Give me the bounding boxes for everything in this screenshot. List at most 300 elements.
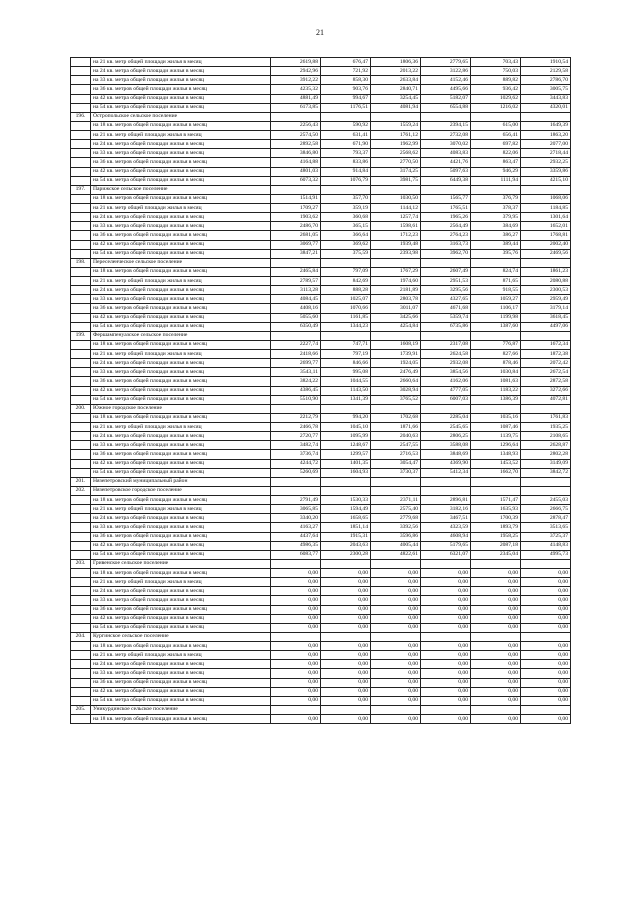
value-cell: 0,00: [471, 651, 521, 660]
value-cell: 3482,74: [271, 441, 321, 450]
value-cell: 0,00: [421, 587, 471, 596]
value-cell: 0,00: [521, 669, 571, 678]
value-cell: 4215,10: [521, 176, 571, 185]
row-label: на 42 кв. метра общей площади жилья в месяц: [91, 459, 271, 468]
table-row: [71, 350, 571, 359]
value-cell: 1915,31: [321, 532, 371, 541]
value-cell: 6449,38: [421, 176, 471, 185]
value-cell: 0,00: [371, 614, 421, 623]
row-label: на 36 кв. метров общей площади жилья в месяц: [91, 158, 271, 167]
row-number: [71, 395, 91, 404]
value-cell: [371, 404, 421, 413]
row-label: на 18 кв. метров общей площади жилья в месяц: [91, 642, 271, 651]
table-row: [71, 669, 571, 678]
table-row: [71, 277, 571, 286]
value-cell: 4671,68: [421, 304, 471, 313]
value-cell: 6350,49: [271, 322, 321, 331]
row-number: [71, 140, 91, 149]
value-cell: 0,00: [471, 623, 521, 632]
value-cell: 3854,56: [421, 368, 471, 377]
value-cell: 1111,94: [471, 176, 521, 185]
value-cell: [271, 559, 321, 568]
value-cell: 2732,08: [421, 131, 471, 140]
value-cell: 6735,86: [421, 322, 471, 331]
row-number: [71, 231, 91, 240]
section-row: [71, 705, 571, 714]
value-cell: 2872,58: [521, 377, 571, 386]
value-cell: 5510,90: [271, 395, 321, 404]
tariff-table: [70, 57, 571, 724]
row-number: [71, 67, 91, 76]
value-cell: 4162,06: [421, 377, 471, 386]
section-title: Переселенческое сельское поселение: [91, 258, 271, 267]
value-cell: 1559,24: [371, 121, 421, 130]
value-cell: 1702,68: [371, 413, 421, 422]
value-cell: 0,00: [471, 614, 521, 623]
value-cell: [271, 632, 321, 641]
value-cell: 1216,02: [471, 103, 521, 112]
value-cell: 2300,53: [521, 286, 571, 295]
row-number: [71, 441, 91, 450]
section-title: Уникурдинское сельское поселение: [91, 705, 271, 714]
value-cell: 4421,76: [421, 158, 471, 167]
row-label: на 33 кв. метра общей площади жилья в месяц: [91, 441, 271, 450]
row-label: на 18 кв. метров общей площади жилья в месяц: [91, 496, 271, 505]
value-cell: 2575,40: [371, 505, 421, 514]
value-cell: 1903,62: [271, 213, 321, 222]
row-label: на 36 кв. метров общей площади жилья в месяц: [91, 678, 271, 687]
value-cell: 0,00: [371, 596, 421, 605]
row-label: на 24 кв. метра общей площади жилья в месяц: [91, 213, 271, 222]
value-cell: 4408,16: [271, 304, 321, 313]
value-cell: 3596,86: [371, 532, 421, 541]
table-row: [71, 213, 571, 222]
value-cell: 994,20: [321, 413, 371, 422]
value-cell: [471, 185, 521, 194]
value-cell: 5182,07: [421, 94, 471, 103]
value-cell: 376,79: [471, 194, 521, 203]
value-cell: 1401,35: [321, 459, 371, 468]
value-cell: [521, 112, 571, 121]
value-cell: 4386,45: [271, 386, 321, 395]
value-cell: [521, 559, 571, 568]
value-cell: [521, 331, 571, 340]
value-cell: 1935,25: [521, 423, 571, 432]
value-cell: 1806,36: [371, 58, 421, 67]
value-cell: 5097,63: [421, 167, 471, 176]
value-cell: 1301,64: [521, 213, 571, 222]
value-cell: 2013,22: [371, 67, 421, 76]
table-row: [71, 94, 571, 103]
value-cell: 2672,54: [521, 368, 571, 377]
value-cell: 4163,27: [271, 523, 321, 532]
value-cell: 0,00: [271, 660, 321, 669]
value-cell: [321, 486, 371, 495]
value-cell: 1184,85: [521, 204, 571, 213]
row-number: 203.: [71, 559, 91, 568]
value-cell: 3981,75: [371, 176, 421, 185]
value-cell: 0,00: [321, 614, 371, 623]
value-cell: [471, 705, 521, 714]
value-cell: 0,00: [371, 569, 421, 578]
table-row: [71, 158, 571, 167]
table-row: [71, 386, 571, 395]
value-cell: 0,00: [421, 678, 471, 687]
row-label: на 33 кв. метра общей площади жилья в месяц: [91, 596, 271, 605]
row-number: 197.: [71, 185, 91, 194]
value-cell: 946,29: [471, 167, 521, 176]
value-cell: 0,00: [471, 696, 521, 705]
value-cell: 1965,26: [421, 213, 471, 222]
row-label: на 42 кв. метра общей площади жилья в месяц: [91, 386, 271, 395]
row-label: на 54 кв. метра общей площади жилья в месяц: [91, 623, 271, 632]
value-cell: 1861,23: [521, 267, 571, 276]
row-number: [71, 176, 91, 185]
value-cell: 0,00: [521, 569, 571, 578]
value-cell: [321, 404, 371, 413]
value-cell: 3730,37: [371, 468, 421, 477]
value-cell: 0,00: [371, 651, 421, 660]
row-label: на 36 кв. метров общей площади жилья в месяц: [91, 450, 271, 459]
section-row: [71, 404, 571, 413]
value-cell: 0,00: [321, 669, 371, 678]
row-number: [71, 660, 91, 669]
row-label: на 36 кв. метров общей площади жилья в месяц: [91, 231, 271, 240]
value-cell: 0,00: [421, 605, 471, 614]
value-cell: [321, 112, 371, 121]
value-cell: [271, 112, 321, 121]
table-row: [71, 642, 571, 651]
value-cell: 0,00: [271, 669, 321, 678]
row-label: на 36 кв. метров общей площади жилья в месяц: [91, 605, 271, 614]
value-cell: 703,43: [471, 58, 521, 67]
value-cell: 671,90: [321, 140, 371, 149]
section-row: [71, 632, 571, 641]
section-row: [71, 185, 571, 194]
value-cell: [321, 185, 371, 194]
row-number: [71, 532, 91, 541]
value-cell: 2002,40: [521, 240, 571, 249]
value-cell: 0,00: [271, 623, 321, 632]
value-cell: [371, 477, 421, 486]
row-label: на 18 кв. метров общей площади жилья в месяц: [91, 413, 271, 422]
value-cell: 2720,77: [271, 432, 321, 441]
row-number: [71, 94, 91, 103]
value-cell: 0,00: [471, 587, 521, 596]
value-cell: [521, 705, 571, 714]
value-cell: 0,00: [471, 660, 521, 669]
value-cell: [471, 486, 521, 495]
row-label: на 54 кв. метра общей площади жилья в месяц: [91, 395, 271, 404]
value-cell: 1139,75: [471, 432, 521, 441]
row-number: [71, 496, 91, 505]
value-cell: 3846,80: [271, 149, 321, 158]
value-cell: 2806,25: [421, 432, 471, 441]
value-cell: 1248,67: [321, 441, 371, 450]
row-number: [71, 267, 91, 276]
value-cell: [521, 486, 571, 495]
row-label: на 24 кв. метра общей площади жилья в месяц: [91, 587, 271, 596]
value-cell: 3149,09: [521, 459, 571, 468]
value-cell: 4881,49: [271, 94, 321, 103]
value-cell: [471, 404, 521, 413]
value-cell: [321, 705, 371, 714]
value-cell: 0,00: [271, 578, 321, 587]
value-cell: 2568,62: [371, 149, 421, 158]
value-cell: 1761,83: [521, 413, 571, 422]
value-cell: 1939,48: [371, 240, 421, 249]
value-cell: 0,00: [521, 614, 571, 623]
value-cell: 5260,69: [271, 468, 321, 477]
value-cell: 2371,11: [371, 496, 421, 505]
value-cell: 1087,46: [471, 423, 521, 432]
value-cell: [271, 477, 321, 486]
value-cell: 2545,65: [421, 423, 471, 432]
row-number: [71, 76, 91, 85]
table-row: [71, 660, 571, 669]
value-cell: [371, 258, 421, 267]
value-cell: [421, 705, 471, 714]
row-label: на 18 кв. метров общей площади жилья в месяц: [91, 715, 271, 724]
value-cell: 2043,63: [321, 541, 371, 550]
value-cell: 0,00: [521, 596, 571, 605]
row-number: [71, 167, 91, 176]
value-cell: 1761,12: [371, 131, 421, 140]
value-cell: 2633,84: [371, 76, 421, 85]
section-title: Нязепетровское городское поселение: [91, 486, 271, 495]
table-row: [71, 523, 571, 532]
value-cell: 0,00: [271, 696, 321, 705]
value-cell: 2624,58: [421, 350, 471, 359]
value-cell: [471, 331, 521, 340]
table-row: [71, 304, 571, 313]
value-cell: 0,00: [471, 642, 521, 651]
value-cell: 1739,91: [371, 350, 421, 359]
value-cell: 1662,70: [471, 468, 521, 477]
value-cell: 1910,54: [521, 58, 571, 67]
value-cell: 2547,55: [371, 441, 421, 450]
row-label: на 36 кв. метров общей площади жилья в месяц: [91, 532, 271, 541]
value-cell: 4822,61: [371, 550, 421, 559]
value-cell: 3359,86: [521, 167, 571, 176]
value-cell: 0,00: [321, 578, 371, 587]
value-cell: 2666,75: [521, 505, 571, 514]
value-cell: 1161,85: [321, 313, 371, 322]
value-cell: 615,00: [471, 121, 521, 130]
value-cell: 0,00: [321, 651, 371, 660]
value-cell: [371, 185, 421, 194]
row-number: [71, 158, 91, 167]
value-cell: 2418,66: [271, 350, 321, 359]
table-row: [71, 623, 571, 632]
row-label: на 21 кв. метр общей площади жилья в месяц: [91, 578, 271, 587]
table-row: [71, 413, 571, 422]
value-cell: 793,37: [321, 149, 371, 158]
value-cell: 0,00: [271, 587, 321, 596]
row-number: [71, 58, 91, 67]
value-cell: 747,71: [321, 340, 371, 349]
row-number: [71, 432, 91, 441]
row-number: [71, 468, 91, 477]
table-row: [71, 240, 571, 249]
value-cell: 389,44: [471, 240, 521, 249]
row-number: [71, 386, 91, 395]
value-cell: 0,00: [521, 587, 571, 596]
value-cell: 2227,74: [271, 340, 321, 349]
value-cell: 360,68: [321, 213, 371, 222]
row-number: [71, 304, 91, 313]
row-number: [71, 131, 91, 140]
row-number: 204.: [71, 632, 91, 641]
value-cell: 1768,81: [521, 231, 571, 240]
value-cell: 2300,28: [321, 550, 371, 559]
row-number: 199.: [71, 331, 91, 340]
value-cell: 1059,27: [471, 295, 521, 304]
value-cell: 3912,22: [271, 76, 321, 85]
value-cell: 2840,71: [371, 85, 421, 94]
value-cell: 1893,79: [471, 523, 521, 532]
row-number: [71, 249, 91, 258]
value-cell: [321, 559, 371, 568]
value-cell: 0,00: [521, 623, 571, 632]
value-cell: 3028,94: [371, 386, 421, 395]
table-row: [71, 131, 571, 140]
value-cell: 0,00: [471, 569, 521, 578]
value-cell: 2040,63: [371, 432, 421, 441]
row-number: [71, 194, 91, 203]
value-cell: 4152,46: [421, 76, 471, 85]
value-cell: 0,00: [371, 660, 421, 669]
row-number: [71, 277, 91, 286]
value-cell: 386,27: [471, 231, 521, 240]
value-cell: 2878,47: [521, 514, 571, 523]
value-cell: 4320,01: [521, 103, 571, 112]
value-cell: 3340,20: [271, 514, 321, 523]
row-label: на 36 кв. метров общей площади жилья в месяц: [91, 377, 271, 386]
value-cell: 2942,96: [271, 67, 321, 76]
value-cell: 2466,78: [271, 423, 321, 432]
row-number: 196.: [71, 112, 91, 121]
value-cell: 3425,66: [371, 313, 421, 322]
value-cell: 1076,79: [321, 176, 371, 185]
value-cell: 4083,83: [421, 149, 471, 158]
value-cell: 2256,43: [271, 121, 321, 130]
value-cell: 2932,25: [521, 158, 571, 167]
table-row: [71, 532, 571, 541]
row-label: на 42 кв. метра общей площади жилья в месяц: [91, 94, 271, 103]
value-cell: 0,00: [371, 642, 421, 651]
value-cell: 2779,65: [421, 58, 471, 67]
value-cell: 4148,83: [521, 541, 571, 550]
value-cell: 2764,23: [421, 231, 471, 240]
value-cell: [271, 185, 321, 194]
section-title: Парижское сельское поселение: [91, 185, 271, 194]
row-number: [71, 103, 91, 112]
row-number: [71, 651, 91, 660]
row-number: [71, 587, 91, 596]
row-number: [71, 377, 91, 386]
value-cell: 3847,21: [271, 249, 321, 258]
value-cell: 0,00: [321, 605, 371, 614]
table-row: [71, 368, 571, 377]
value-cell: 395,76: [471, 249, 521, 258]
row-label: на 24 кв. метра общей площади жилья в месяц: [91, 432, 271, 441]
row-label: на 18 кв. метров общей площади жилья в месяц: [91, 121, 271, 130]
value-cell: 378,37: [471, 204, 521, 213]
row-number: [71, 295, 91, 304]
table-row: [71, 651, 571, 660]
row-label: на 33 кв. метра общей площади жилья в месяц: [91, 295, 271, 304]
page-number: 21: [316, 28, 324, 37]
value-cell: 1571,47: [471, 496, 521, 505]
row-label: на 24 кв. метра общей площади жилья в месяц: [91, 140, 271, 149]
table-row: [71, 605, 571, 614]
value-cell: 0,00: [321, 569, 371, 578]
value-cell: [471, 477, 521, 486]
value-cell: 3824,22: [271, 377, 321, 386]
row-number: [71, 149, 91, 158]
section-title: Остропольское сельское поселение: [91, 112, 271, 121]
value-cell: 0,00: [371, 587, 421, 596]
value-cell: 3765,52: [371, 395, 421, 404]
row-label: на 33 кв. метра общей площади жилья в месяц: [91, 76, 271, 85]
value-cell: 0,00: [371, 715, 421, 724]
row-label: на 24 кв. метра общей площади жилья в месяц: [91, 67, 271, 76]
table-body: [71, 58, 571, 724]
value-cell: 0,00: [421, 596, 471, 605]
table-row: [71, 85, 571, 94]
table-row: [71, 596, 571, 605]
value-cell: 3392,56: [371, 523, 421, 532]
value-cell: 0,00: [271, 687, 321, 696]
value-cell: 2212,79: [271, 413, 321, 422]
row-number: [71, 350, 91, 359]
value-cell: 4081,94: [371, 103, 421, 112]
value-cell: 3842,72: [521, 468, 571, 477]
row-label: на 24 кв. метра общей площади жилья в месяц: [91, 286, 271, 295]
value-cell: 4497,06: [521, 322, 571, 331]
value-cell: 3174,25: [371, 167, 421, 176]
value-cell: 3513,65: [521, 523, 571, 532]
value-cell: [471, 112, 521, 121]
table-row: [71, 194, 571, 203]
table-row: [71, 322, 571, 331]
value-cell: 6321,07: [421, 550, 471, 559]
value-cell: 0,00: [321, 587, 371, 596]
value-cell: [421, 404, 471, 413]
row-number: [71, 669, 91, 678]
table-row: [71, 459, 571, 468]
row-label: на 54 кв. метра общей площади жилья в месяц: [91, 696, 271, 705]
value-cell: 1974,60: [371, 277, 421, 286]
row-number: 205.: [71, 705, 91, 714]
value-cell: 0,00: [371, 678, 421, 687]
value-cell: 827,66: [471, 350, 521, 359]
value-cell: 0,00: [321, 623, 371, 632]
row-number: [71, 623, 91, 632]
value-cell: 4608,94: [421, 532, 471, 541]
row-number: [71, 286, 91, 295]
row-label: на 21 кв. метр общей площади жилья в месяц: [91, 204, 271, 213]
row-number: [71, 614, 91, 623]
table-row: [71, 441, 571, 450]
value-cell: 3005,75: [521, 85, 571, 94]
value-cell: 1700,39: [471, 514, 521, 523]
value-cell: [421, 477, 471, 486]
value-cell: 3295,56: [421, 286, 471, 295]
value-cell: 5179,65: [421, 541, 471, 550]
value-cell: [521, 477, 571, 486]
